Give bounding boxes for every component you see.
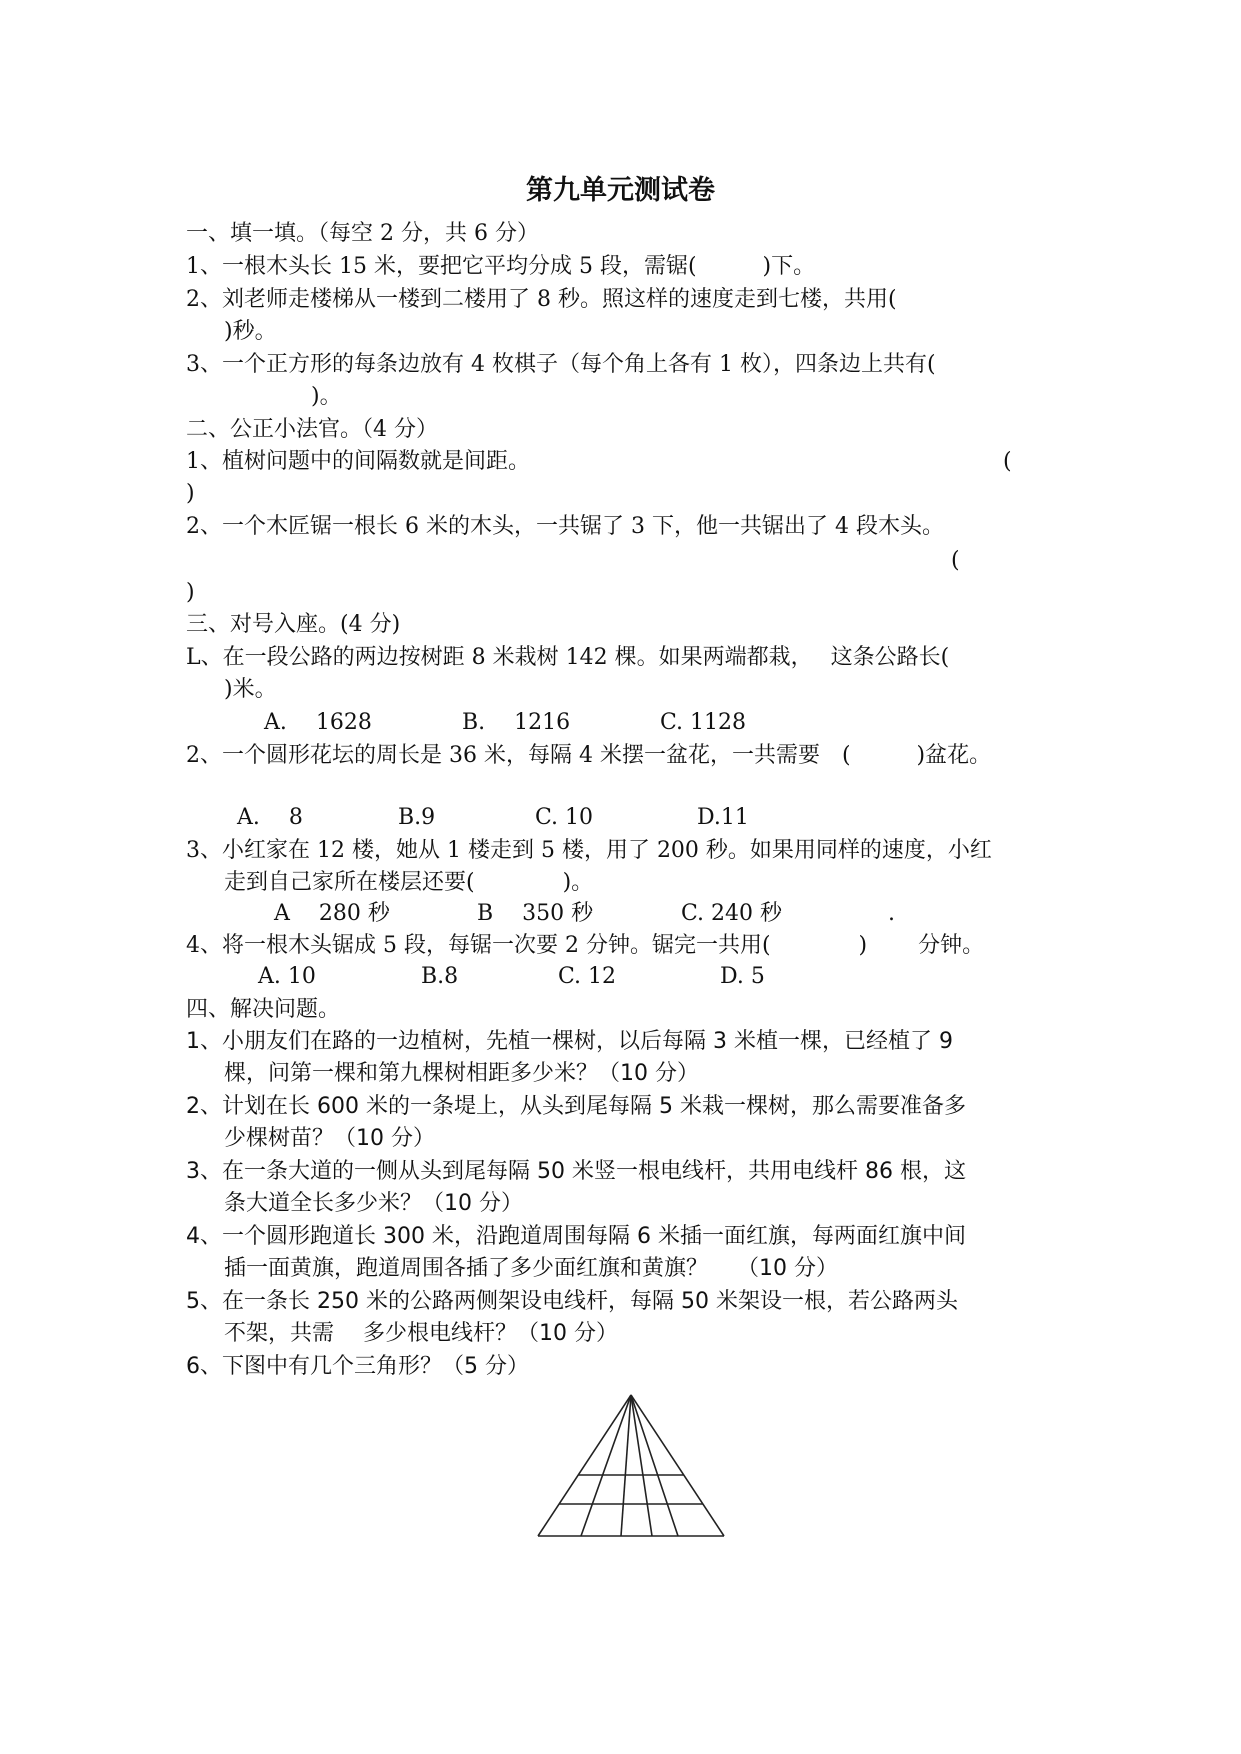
s3-q4-option-d: D. 5 (720, 964, 765, 989)
s1-question-2-cont: )秒。 (224, 319, 277, 344)
s3-question-3-cont: 走到自己家所在楼层还要( )。 (224, 870, 594, 895)
section-3-header: 三、对号入座。(4 分) (186, 612, 401, 637)
s1-question-3-cont: )。 (311, 384, 342, 409)
triangle-figure (536, 1392, 726, 1542)
s2-q1-close-paren: ) (186, 481, 195, 506)
s3-q4-option-a: A. 10 (258, 964, 316, 989)
s3-question-1: L、在一段公路的两边按树距 8 米栽树 142 棵。如果两端都栽， 这条公路长( (186, 645, 950, 670)
s4-question-3: 3、在一条大道的一侧从头到尾每隔 50 米竖一根电线杆，共用电线杆 86 根，这 (186, 1159, 966, 1184)
s3-q2-option-c: C. 10 (535, 805, 594, 830)
s2-q2-close-paren: ) (186, 580, 195, 605)
s3-q3-option-b: B 350 秒 (477, 901, 594, 926)
triangle-edge-right (631, 1395, 724, 1536)
s3-q1-option-a: A. 1628 (264, 710, 372, 735)
s3-q3-option-a: A 280 秒 (274, 901, 390, 926)
triangle-ray-4 (631, 1395, 678, 1536)
s4-question-5-cont: 不架，共需 多少根电线杆？（10 分） (224, 1321, 618, 1346)
s1-question-3: 3、一个正方形的每条边放有 4 枚棋子（每个角上各有 1 枚），四条边上共有( (186, 352, 936, 377)
s2-question-1: 1、植树问题中的间隔数就是间距。 (186, 449, 530, 474)
triangle-ray-2 (621, 1395, 631, 1536)
s4-question-1-cont: 棵，问第一棵和第九棵树相距多少米？（10 分） (224, 1061, 699, 1086)
s4-question-5: 5、在一条长 250 米的公路两侧架设电线杆，每隔 50 米架设一根，若公路两头 (186, 1289, 958, 1314)
triangle-ray-1 (581, 1395, 631, 1536)
section-2-header: 二、公正小法官。（4 分） (186, 417, 438, 442)
s3-question-4: 4、将一根木头锯成 5 段，每锯一次要 2 分钟。锯完一共用( ) 分钟。 (186, 933, 985, 958)
s4-question-4-cont: 插一面黄旗，跑道周围各插了多少面红旗和黄旗？ （10 分） (224, 1256, 838, 1281)
s3-q1-option-c: C. 1128 (660, 710, 747, 735)
page-title: 第九单元测试卷 (526, 175, 715, 206)
s3-q2-option-a: A. 8 (237, 805, 303, 830)
s3-q4-option-b: B.8 (421, 964, 459, 989)
s4-question-6: 6、下图中有几个三角形？（5 分） (186, 1354, 529, 1379)
s2-q2-open-paren: ( (951, 548, 960, 573)
triangle-edge-left (538, 1395, 631, 1536)
s3-q3-option-c: C. 240 秒 (681, 901, 783, 926)
s3-q4-option-c: C. 12 (558, 964, 617, 989)
s3-q1-option-b: B. 1216 (462, 710, 571, 735)
s4-question-3-cont: 条大道全长多少米？（10 分） (224, 1191, 523, 1216)
section-4-header: 四、解决问题。 (186, 997, 341, 1022)
s1-question-1: 1、一根木头长 15 米，要把它平均分成 5 段，需锯( )下。 (186, 254, 816, 279)
s2-question-2: 2、一个木匠锯一根长 6 米的木头，一共锯了 3 下，他一共锯出了 4 段木头。 (186, 514, 944, 539)
s4-question-4: 4、一个圆形跑道长 300 米，沿跑道周围每隔 6 米插一面红旗，每两面红旗中间 (186, 1224, 966, 1249)
s2-q1-open-paren: ( (1003, 449, 1012, 474)
s3-question-3: 3、小红家在 12 楼，她从 1 楼走到 5 楼，用了 200 秒。如果用同样的速度，小红 (186, 838, 992, 863)
s4-question-2: 2、计划在长 600 米的一条堤上，从头到尾每隔 5 米栽一棵树，那么需要准备多 (186, 1094, 966, 1119)
s4-question-2-cont: 少棵树苗？（10 分） (224, 1126, 435, 1151)
s3-q3-dot: . (888, 901, 895, 926)
s1-question-2: 2、刘老师走楼梯从一楼到二楼用了 8 秒。照这样的速度走到七楼，共用( (186, 287, 897, 312)
triangle-ray-3 (631, 1395, 652, 1536)
s3-question-1-cont: )米。 (224, 677, 277, 702)
s3-question-2: 2、一个圆形花坛的周长是 36 米，每隔 4 米摆一盆花，一共需要 ( )盆花。 (186, 743, 992, 768)
s3-q2-option-d: D.11 (697, 805, 749, 830)
s3-q2-option-b: B.9 (398, 805, 436, 830)
s4-question-1: 1、小朋友们在路的一边植树，先植一棵树，以后每隔 3 米植一棵，已经植了 9 (186, 1029, 953, 1054)
section-1-header: 一、填一填。（每空 2 分，共 6 分） (186, 221, 539, 246)
